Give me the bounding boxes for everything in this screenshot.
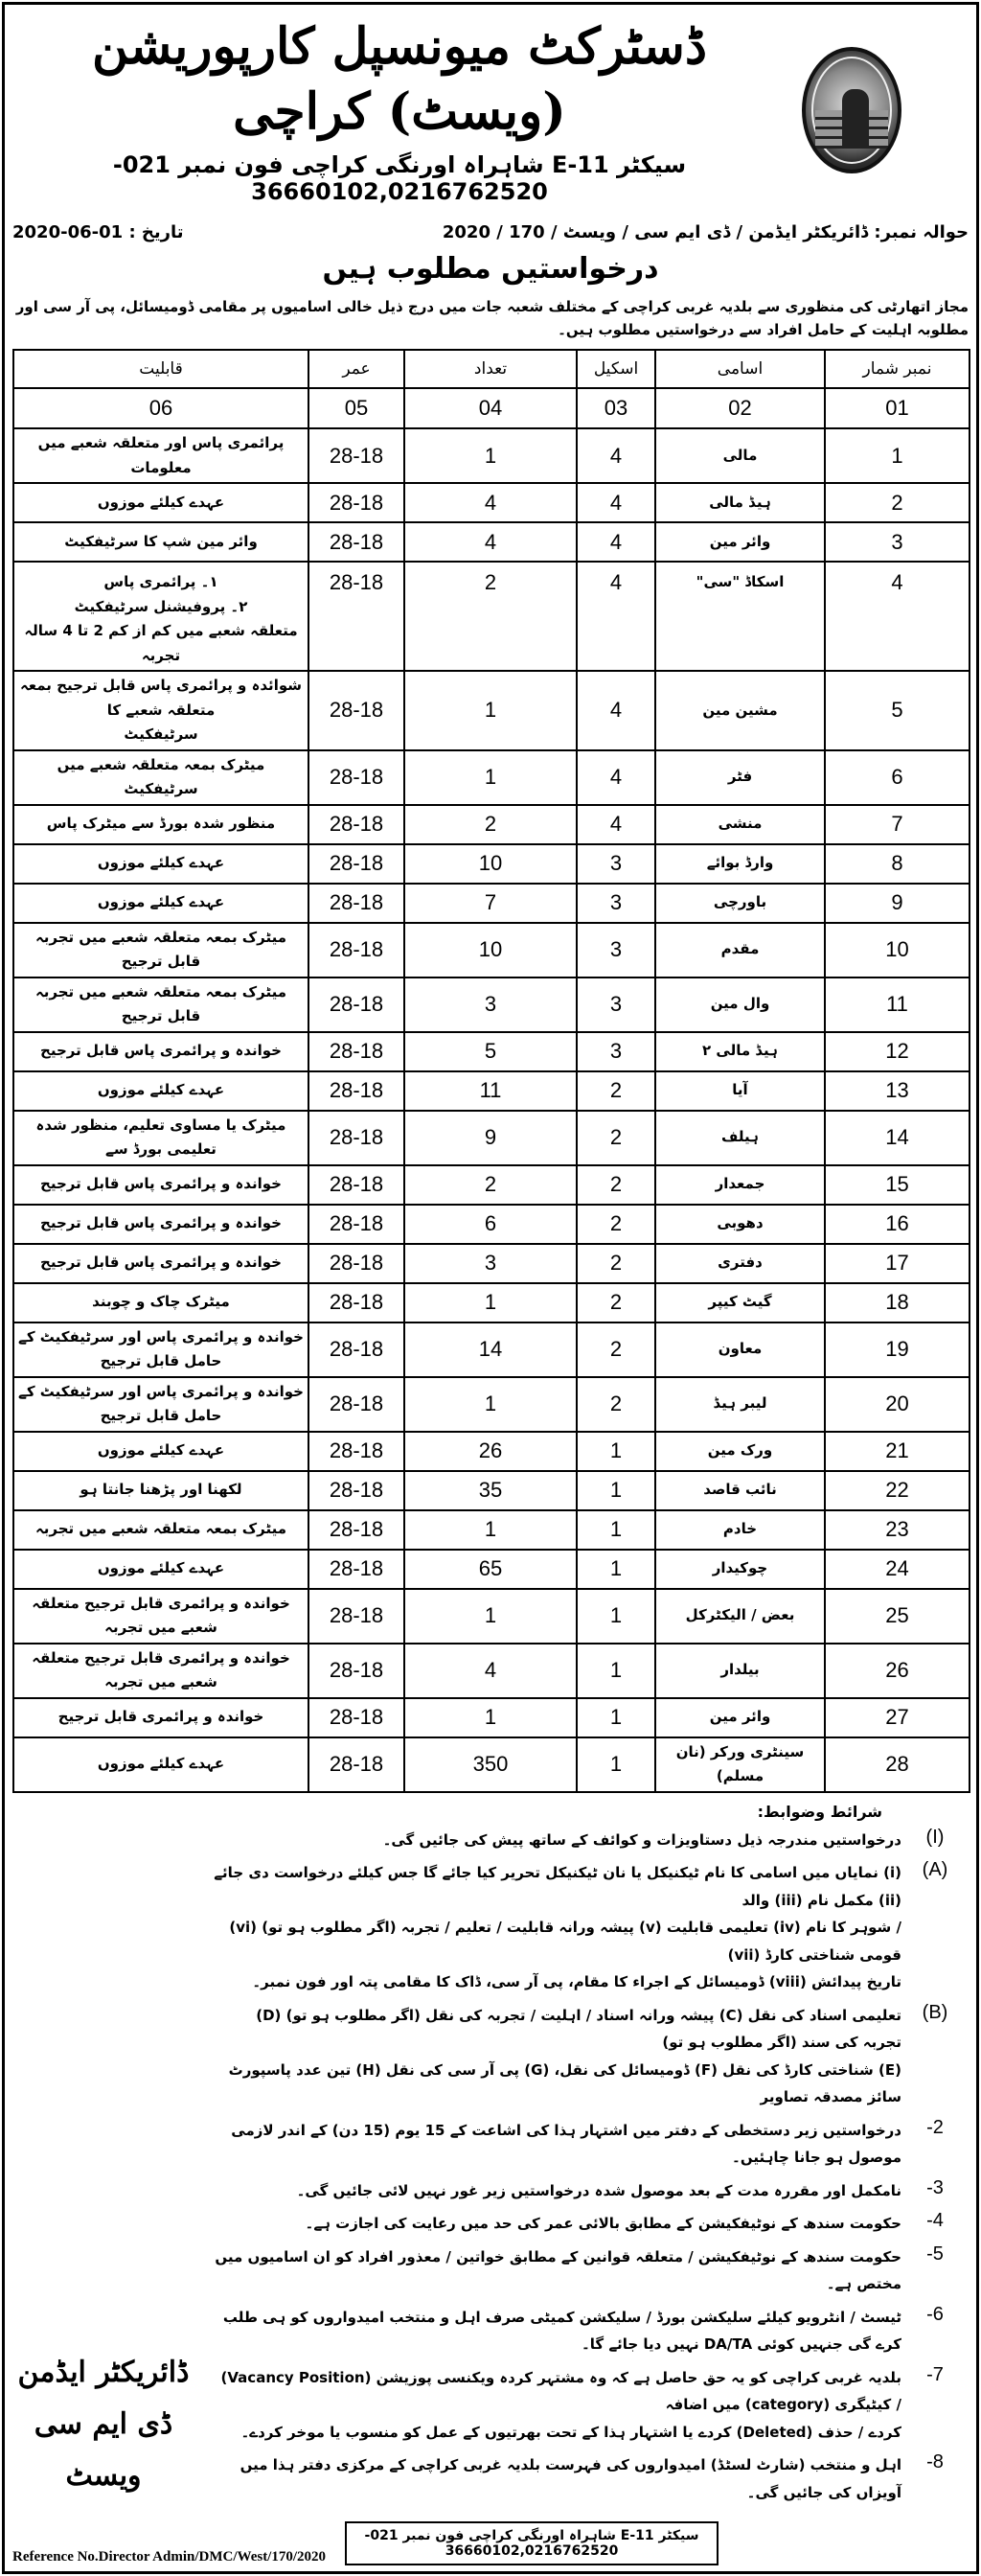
signature-office: ڈی ایم سی ویسٹ xyxy=(34,2407,173,2494)
cell-age: 28-18 xyxy=(308,1283,404,1322)
column-number: 05 xyxy=(308,388,404,428)
cell-scale: 3 xyxy=(577,923,655,978)
cell-count: 1 xyxy=(404,1283,577,1322)
cell-scale: 1 xyxy=(577,1510,655,1550)
table-row xyxy=(13,750,970,805)
table-row xyxy=(13,1283,970,1322)
cell-qualification: عہدے کیلئے موزوں xyxy=(13,1432,308,1471)
column-number: 06 xyxy=(13,388,308,428)
cell-scale: 1 xyxy=(577,1589,655,1644)
table-row xyxy=(13,844,970,884)
cell-age: 28-18 xyxy=(308,1071,404,1111)
cell-count: 2 xyxy=(404,805,577,844)
cell-post: ورک مین xyxy=(655,1432,825,1471)
cell-post: وائر مین xyxy=(655,1698,825,1737)
cell-age: 28-18 xyxy=(308,923,404,978)
cell-qualification: لکھنا اور پڑھنا جانتا ہو xyxy=(13,1471,308,1510)
cell-scale: 4 xyxy=(577,483,655,522)
cell-scale: 2 xyxy=(577,1071,655,1111)
cell-age: 28-18 xyxy=(308,844,404,884)
cell-age: 28-18 xyxy=(308,1032,404,1071)
cell-post: ہیلف xyxy=(655,1111,825,1165)
cell-scale: 2 xyxy=(577,1205,655,1244)
term-marker: (B) xyxy=(922,2001,948,2023)
terms-list xyxy=(214,1827,969,2507)
cell-count: 10 xyxy=(404,923,577,978)
header-serial: نمبر شمار xyxy=(825,350,970,388)
cell-no: 5 xyxy=(825,671,970,750)
cell-count: 1 xyxy=(404,1510,577,1550)
cell-age: 28-18 xyxy=(308,1205,404,1244)
cell-no: 28 xyxy=(825,1737,970,1792)
cell-qualification: خواندہ و پرائمری پاس قابل ترجیح xyxy=(13,1244,308,1283)
cell-scale: 4 xyxy=(577,805,655,844)
cell-count: 6 xyxy=(404,1205,577,1244)
cell-scale: 1 xyxy=(577,1471,655,1510)
cell-qualification: میٹرک بمعہ متعلقہ شعبے میں تجربہ قابل ترجیح xyxy=(13,978,308,1032)
cell-no: 20 xyxy=(825,1377,970,1432)
column-number: 02 xyxy=(655,388,825,428)
table-row xyxy=(13,562,970,671)
cell-count: 1 xyxy=(404,1589,577,1644)
table-row xyxy=(13,1244,970,1283)
column-number: 04 xyxy=(404,388,577,428)
cell-count: 4 xyxy=(404,483,577,522)
cell-post: باورچی xyxy=(655,884,825,923)
cell-count: 1 xyxy=(404,428,577,483)
cell-no: 1 xyxy=(825,428,970,483)
cell-age: 28-18 xyxy=(308,978,404,1032)
cell-scale: 2 xyxy=(577,1322,655,1377)
term-text: (E) شناختی کارڈ کی نقل (F) ڈومیسائل کی نقل، (G) پی آر سی کی نقل (H) تین عدد پاسپورٹ سائز مصدقہ تصاویر xyxy=(228,2060,901,2106)
reference-row xyxy=(12,222,969,242)
cell-qualification: عہدے کیلئے موزوں xyxy=(13,483,308,522)
term-text: درخواستیں زیر دستخطی کے دفتر میں اشتہار ہذا کی اشاعت کے 15 یوم (15 دن) کے اندر لازمی موصول ہو جانا چاہئیں۔ xyxy=(231,2121,901,2167)
cell-count: 350 xyxy=(404,1737,577,1792)
signature-block xyxy=(12,1803,194,2513)
table-row xyxy=(13,1589,970,1644)
table-row xyxy=(13,923,970,978)
cell-age: 28-18 xyxy=(308,1737,404,1792)
term-text: ٹیسٹ / انٹرویو کیلئے سلیکشن بورڈ / سلیکشن کمیٹی صرف اہل و منتخب امیدواروں کو ہی طلب کرے گی جنہیں کوئی DA/TA نہیں دیا جائے گا۔ xyxy=(222,2308,901,2354)
cell-no: 9 xyxy=(825,884,970,923)
cell-count: 1 xyxy=(404,1698,577,1737)
table-row xyxy=(13,1432,970,1471)
term-marker: -2 xyxy=(926,2116,944,2138)
table-row xyxy=(13,1698,970,1737)
cell-qualification: عہدے کیلئے موزوں xyxy=(13,844,308,884)
cell-qualification: وائر مین شپ کا سرٹیفکیٹ xyxy=(13,522,308,562)
term-item xyxy=(214,2002,969,2111)
cell-scale: 1 xyxy=(577,1737,655,1792)
cell-post: وال مین xyxy=(655,978,825,1032)
column-number: 03 xyxy=(577,388,655,428)
cell-count: 65 xyxy=(404,1550,577,1589)
table-row xyxy=(13,1111,970,1165)
cell-post: ہیڈ مالی xyxy=(655,483,825,522)
cell-age: 28-18 xyxy=(308,428,404,483)
footer xyxy=(12,2521,969,2565)
cell-count: 3 xyxy=(404,978,577,1032)
cell-qualification: منظور شدہ بورڈ سے میٹرک پاس xyxy=(13,805,308,844)
cell-age: 28-18 xyxy=(308,1244,404,1283)
cell-scale: 1 xyxy=(577,1432,655,1471)
table-row xyxy=(13,522,970,562)
cell-count: 35 xyxy=(404,1471,577,1510)
cell-no: 6 xyxy=(825,750,970,805)
cell-post: مالی xyxy=(655,428,825,483)
cell-no: 16 xyxy=(825,1205,970,1244)
cell-age: 28-18 xyxy=(308,1510,404,1550)
reference-number: حوالہ نمبر: ڈائریکٹر ایڈمن / ڈی ایم سی / ویسٹ / 170 / 2020 xyxy=(442,222,969,243)
table-header-row xyxy=(13,350,970,388)
cell-scale: 1 xyxy=(577,1698,655,1737)
cell-age: 28-18 xyxy=(308,671,404,750)
term-marker: -3 xyxy=(926,2176,944,2198)
cell-age: 28-18 xyxy=(308,1589,404,1644)
footer-address-box xyxy=(345,2521,719,2565)
cell-no: 26 xyxy=(825,1644,970,1698)
cell-scale: 3 xyxy=(577,1032,655,1071)
term-text: بلدیہ غربی کراچی کو یہ حق حاصل ہے کہ وہ مشتہر کردہ ویکنسی پوزیشن (Vacancy Position) / کیٹیگری (category) میں اضافہ xyxy=(220,2368,901,2414)
cell-scale: 4 xyxy=(577,428,655,483)
cell-count: 4 xyxy=(404,1644,577,1698)
dmc-west-emblem-icon xyxy=(802,47,901,173)
cell-qualification: عہدے کیلئے موزوں xyxy=(13,884,308,923)
cell-scale: 2 xyxy=(577,1165,655,1205)
cell-age: 28-18 xyxy=(308,562,404,671)
signature-title: ڈائریکٹر ایڈمن xyxy=(17,2356,190,2390)
intro-paragraph: مجاز اتھارٹی کی منظوری سے بلدیہ غربی کراچی کے مختلف شعبہ جات میں درج ذیل خالی اسامیوں پر مقامی ڈومیسائل، پی آر سی اور مطلوبہ اہلیت کے حامل افراد سے درخواستیں مطلوب ہیں۔ xyxy=(15,298,969,339)
term-marker: -8 xyxy=(926,2451,944,2473)
term-marker: (I) xyxy=(925,1826,945,1848)
term-text: نامکمل اور مقررہ مدت کے بعد موصول شدہ درخواستیں زیر غور نہیں لائی جائیں گی۔ xyxy=(296,2181,901,2199)
cell-age: 28-18 xyxy=(308,805,404,844)
cell-no: 27 xyxy=(825,1698,970,1737)
table-row xyxy=(13,1205,970,1244)
term-text: / شوہر کا نام (iv) تعلیمی قابلیت (v) پیشہ ورانہ قابلیت / تعلیم / تجربہ (اگر مطلوب ہو تو) (vi) قومی شناختی کارڈ (vii) xyxy=(229,1919,901,1964)
cell-post: جمعدار xyxy=(655,1165,825,1205)
cell-qualification: میٹرک بمعہ متعلقہ شعبے میں تجربہ xyxy=(13,1510,308,1550)
cell-count: 1 xyxy=(404,671,577,750)
cell-age: 28-18 xyxy=(308,522,404,562)
cell-qualification: ۱۔ پرائمری پاس ۲۔ پروفیشنل سرٹیفکیٹ متعلقہ شعبے میں کم از کم 2 تا 4 سالہ تجربہ xyxy=(13,562,308,671)
term-text: (i) نمایاں میں اسامی کا نام ٹیکنیکل یا نان ٹیکنیکل تحریر کیا جائے گا جس کیلئے درخواست دی جائے (ii) مکمل نام (iii) والد xyxy=(214,1864,901,1909)
cell-no: 21 xyxy=(825,1432,970,1471)
cell-qualification: شوائدہ و پرائمری پاس قابل ترجیح بمعہ متعلقہ شعبے کا سرٹیفکیٹ xyxy=(13,671,308,750)
cell-age: 28-18 xyxy=(308,884,404,923)
cell-post: منشی xyxy=(655,805,825,844)
cell-post: وارڈ بوائے xyxy=(655,844,825,884)
cell-post: دفتری xyxy=(655,1244,825,1283)
cell-no: 12 xyxy=(825,1032,970,1071)
cell-no: 3 xyxy=(825,522,970,562)
term-marker: (A) xyxy=(922,1859,948,1881)
cell-scale: 4 xyxy=(577,750,655,805)
term-item xyxy=(214,2304,969,2358)
cell-post: ہیڈ مالی ۲ xyxy=(655,1032,825,1071)
cell-no: 18 xyxy=(825,1283,970,1322)
table-row xyxy=(13,884,970,923)
cell-no: 10 xyxy=(825,923,970,978)
cell-post: دھوبی xyxy=(655,1205,825,1244)
cell-age: 28-18 xyxy=(308,1644,404,1698)
cell-qualification: میٹرک یا مساوی تعلیم، منظور شدہ تعلیمی بورڈ سے xyxy=(13,1111,308,1165)
cell-qualification: میٹرک چاک و چوبند xyxy=(13,1283,308,1322)
table-row xyxy=(13,428,970,483)
cell-qualification: خواندہ و پرائمری پاس قابل ترجیح xyxy=(13,1165,308,1205)
table-row xyxy=(13,1510,970,1550)
cell-post: فٹر xyxy=(655,750,825,805)
cell-post: بعض / الیکٹرکل xyxy=(655,1589,825,1644)
cell-no: 8 xyxy=(825,844,970,884)
table-row xyxy=(13,1471,970,1510)
term-item xyxy=(214,2210,969,2238)
table-row xyxy=(13,1071,970,1111)
cell-qualification: میٹرک بمعہ متعلقہ شعبے میں سرٹیفکیٹ xyxy=(13,750,308,805)
table-row xyxy=(13,1377,970,1432)
term-item xyxy=(214,2451,969,2506)
footer-reference-number: Reference No.Director Admin/DMC/West/170/2020 xyxy=(12,2549,327,2565)
cell-scale: 2 xyxy=(577,1111,655,1165)
cell-age: 28-18 xyxy=(308,1322,404,1377)
footer-address: سیکٹر E-11 شاہراہ اورنگی کراچی فون نمبر 021-36660102,0216762520 xyxy=(364,2528,699,2560)
cell-no: 11 xyxy=(825,978,970,1032)
cell-scale: 4 xyxy=(577,522,655,562)
cell-qualification: عہدے کیلئے موزوں xyxy=(13,1737,308,1792)
term-marker: -4 xyxy=(926,2210,944,2232)
header-post: اسامی xyxy=(655,350,825,388)
cell-count: 1 xyxy=(404,1377,577,1432)
cell-scale: 1 xyxy=(577,1644,655,1698)
cell-no: 7 xyxy=(825,805,970,844)
cell-count: 26 xyxy=(404,1432,577,1471)
cell-age: 28-18 xyxy=(308,1698,404,1737)
cell-count: 2 xyxy=(404,562,577,671)
table-row xyxy=(13,805,970,844)
cell-post: آیا xyxy=(655,1071,825,1111)
cell-age: 28-18 xyxy=(308,1111,404,1165)
cell-no: 13 xyxy=(825,1071,970,1111)
cell-qualification: خواندہ و پرائمری قابل ترجیح xyxy=(13,1698,308,1737)
cell-count: 5 xyxy=(404,1032,577,1071)
term-marker: -6 xyxy=(926,2303,944,2325)
column-number: 01 xyxy=(825,388,970,428)
cell-post: خادم xyxy=(655,1510,825,1550)
cell-count: 11 xyxy=(404,1071,577,1111)
lower-section xyxy=(12,1803,969,2513)
table-row xyxy=(13,1032,970,1071)
cell-qualification: خواندہ و پرائمری قابل ترجیح متعلقہ شعبے میں تجربہ xyxy=(13,1644,308,1698)
cell-qualification: پرائمری پاس اور متعلقہ شعبے میں معلومات xyxy=(13,428,308,483)
cell-qualification: خواندہ و پرائمری قابل ترجیح متعلقہ شعبے میں تجربہ xyxy=(13,1589,308,1644)
table-row xyxy=(13,671,970,750)
table-row xyxy=(13,1550,970,1589)
table-row xyxy=(13,978,970,1032)
header xyxy=(12,14,969,205)
cell-post: چوکیدار xyxy=(655,1550,825,1589)
table-row xyxy=(13,483,970,522)
cell-no: 2 xyxy=(825,483,970,522)
cell-count: 10 xyxy=(404,844,577,884)
header-scale: اسکیل xyxy=(577,350,655,388)
cell-scale: 2 xyxy=(577,1244,655,1283)
cell-post: لیبر ہیڈ xyxy=(655,1377,825,1432)
cell-post: وائر مین xyxy=(655,522,825,562)
cell-post: گیٹ کیپر xyxy=(655,1283,825,1322)
cell-qualification: خواندہ و پرائمری پاس اور سرٹیفکیٹ کے حامل قابل ترجیح xyxy=(13,1377,308,1432)
cell-age: 28-18 xyxy=(308,1432,404,1471)
term-marker: -7 xyxy=(926,2363,944,2385)
cell-age: 28-18 xyxy=(308,1165,404,1205)
cell-post: بیلدار xyxy=(655,1644,825,1698)
term-text: اہل و منتخب (شارٹ لسٹڈ) امیدواروں کی فہرست بلدیہ غربی کراچی کے مرکزی دفتر ہذا میں آویزاں کی جائیں گی۔ xyxy=(240,2456,901,2501)
cell-scale: 2 xyxy=(577,1283,655,1322)
table-row xyxy=(13,1644,970,1698)
terms-section xyxy=(214,1803,969,2513)
cell-scale: 3 xyxy=(577,978,655,1032)
page-title: ڈسٹرکٹ میونسپل کارپوریشن (ویسٹ) کراچی xyxy=(91,17,708,141)
cell-age: 28-18 xyxy=(308,1471,404,1510)
vacancies-table xyxy=(12,349,970,1793)
cell-post: نائب قاصد xyxy=(655,1471,825,1510)
term-item xyxy=(214,1859,969,1996)
header-qualification: قابلیت xyxy=(13,350,308,388)
cell-qualification: عہدے کیلئے موزوں xyxy=(13,1550,308,1589)
term-text: تاریخ پیدائش (viii) ڈومیسائل کے اجراء کا مقام، پی آر سی، ڈاک کا مقامی پتہ اور فون نمبر۔ xyxy=(252,1973,901,1991)
term-text: کردے / حذف (Deleted) کردے یا اشتہار ہذا کے تحت بھرتیوں کے عمل کو منسوب یا موخر کردے۔ xyxy=(240,2423,901,2441)
cell-age: 28-18 xyxy=(308,483,404,522)
term-text: تعلیمی اسناد کی نقل (C) پیشہ ورانہ اسناد / اہلیت / تجربہ کی نقل (اگر مطلوب ہو تو) (D) تجربہ کی سند (اگر مطلوب ہو تو) xyxy=(256,2006,901,2052)
cell-no: 24 xyxy=(825,1550,970,1589)
cell-post: مشین مین xyxy=(655,671,825,750)
column-number-row xyxy=(13,388,970,428)
term-item xyxy=(214,2364,969,2447)
table-row xyxy=(13,1322,970,1377)
cell-post: مقدم xyxy=(655,923,825,978)
cell-post: سینٹری ورکر (نان مسلم) xyxy=(655,1737,825,1792)
table-row xyxy=(13,1165,970,1205)
cell-count: 1 xyxy=(404,750,577,805)
cell-no: 15 xyxy=(825,1165,970,1205)
term-text: درخواستیں مندرجہ ذیل دستاویزات و کوائف کے ساتھ پیش کی جائیں گی۔ xyxy=(382,1830,901,1849)
cell-age: 28-18 xyxy=(308,750,404,805)
cell-no: 4 xyxy=(825,562,970,671)
cell-scale: 1 xyxy=(577,1550,655,1589)
cell-count: 3 xyxy=(404,1244,577,1283)
cell-no: 19 xyxy=(825,1322,970,1377)
header-count: تعداد xyxy=(404,350,577,388)
cell-no: 14 xyxy=(825,1111,970,1165)
cell-count: 2 xyxy=(404,1165,577,1205)
cell-count: 4 xyxy=(404,522,577,562)
cell-no: 25 xyxy=(825,1589,970,1644)
cell-scale: 4 xyxy=(577,671,655,750)
term-item xyxy=(214,2117,969,2172)
cell-post: اسکاڈ "سی" xyxy=(655,562,825,671)
cell-scale: 3 xyxy=(577,844,655,884)
term-text: حکومت سندھ کے نوٹیفکیشن / متعلقہ قوانین کے مطابق خواتین / معذور افراد کو ان اسامیوں میں مختص ہے۔ xyxy=(215,2247,901,2293)
cell-age: 28-18 xyxy=(308,1377,404,1432)
cell-count: 14 xyxy=(404,1322,577,1377)
cell-no: 23 xyxy=(825,1510,970,1550)
header-age: عمر xyxy=(308,350,404,388)
applications-wanted-heading: درخواستیں مطلوب ہیں xyxy=(322,252,659,287)
cell-post: معاون xyxy=(655,1322,825,1377)
date: تاریخ : 01-06-2020 xyxy=(12,222,184,243)
terms-title: شرائط وضوابط: xyxy=(757,1802,882,1821)
cell-qualification: خواندہ و پرائمری پاس اور سرٹیفکیٹ کے حامل قابل ترجیح xyxy=(13,1322,308,1377)
cell-qualification: عہدے کیلئے موزوں xyxy=(13,1071,308,1111)
cell-qualification: خواندہ و پرائمری پاس قابل ترجیح xyxy=(13,1032,308,1071)
cell-scale: 4 xyxy=(577,562,655,671)
cell-count: 9 xyxy=(404,1111,577,1165)
term-marker: -5 xyxy=(926,2242,944,2265)
term-text: حکومت سندھ کے نوٹیفکیشن کے مطابق بالائی عمر کی حد میں رعایت کی اجازت ہے۔ xyxy=(305,2215,901,2233)
cell-scale: 2 xyxy=(577,1377,655,1432)
cell-no: 17 xyxy=(825,1244,970,1283)
header-address: سیکٹر E-11 شاہراہ اورنگی کراچی فون نمبر 021-36660102,0216762520 xyxy=(112,151,687,206)
term-item xyxy=(214,2243,969,2298)
table-row xyxy=(13,1737,970,1792)
cell-qualification: خواندہ و پرائمری پاس قابل ترجیح xyxy=(13,1205,308,1244)
cell-qualification: میٹرک بمعہ متعلقہ شعبے میں تجربہ قابل ترجیح xyxy=(13,923,308,978)
cell-no: 22 xyxy=(825,1471,970,1510)
cell-scale: 3 xyxy=(577,884,655,923)
cell-age: 28-18 xyxy=(308,1550,404,1589)
cell-count: 7 xyxy=(404,884,577,923)
ad-border xyxy=(2,2,979,2574)
term-item xyxy=(214,2177,969,2205)
term-item xyxy=(214,1827,969,1854)
